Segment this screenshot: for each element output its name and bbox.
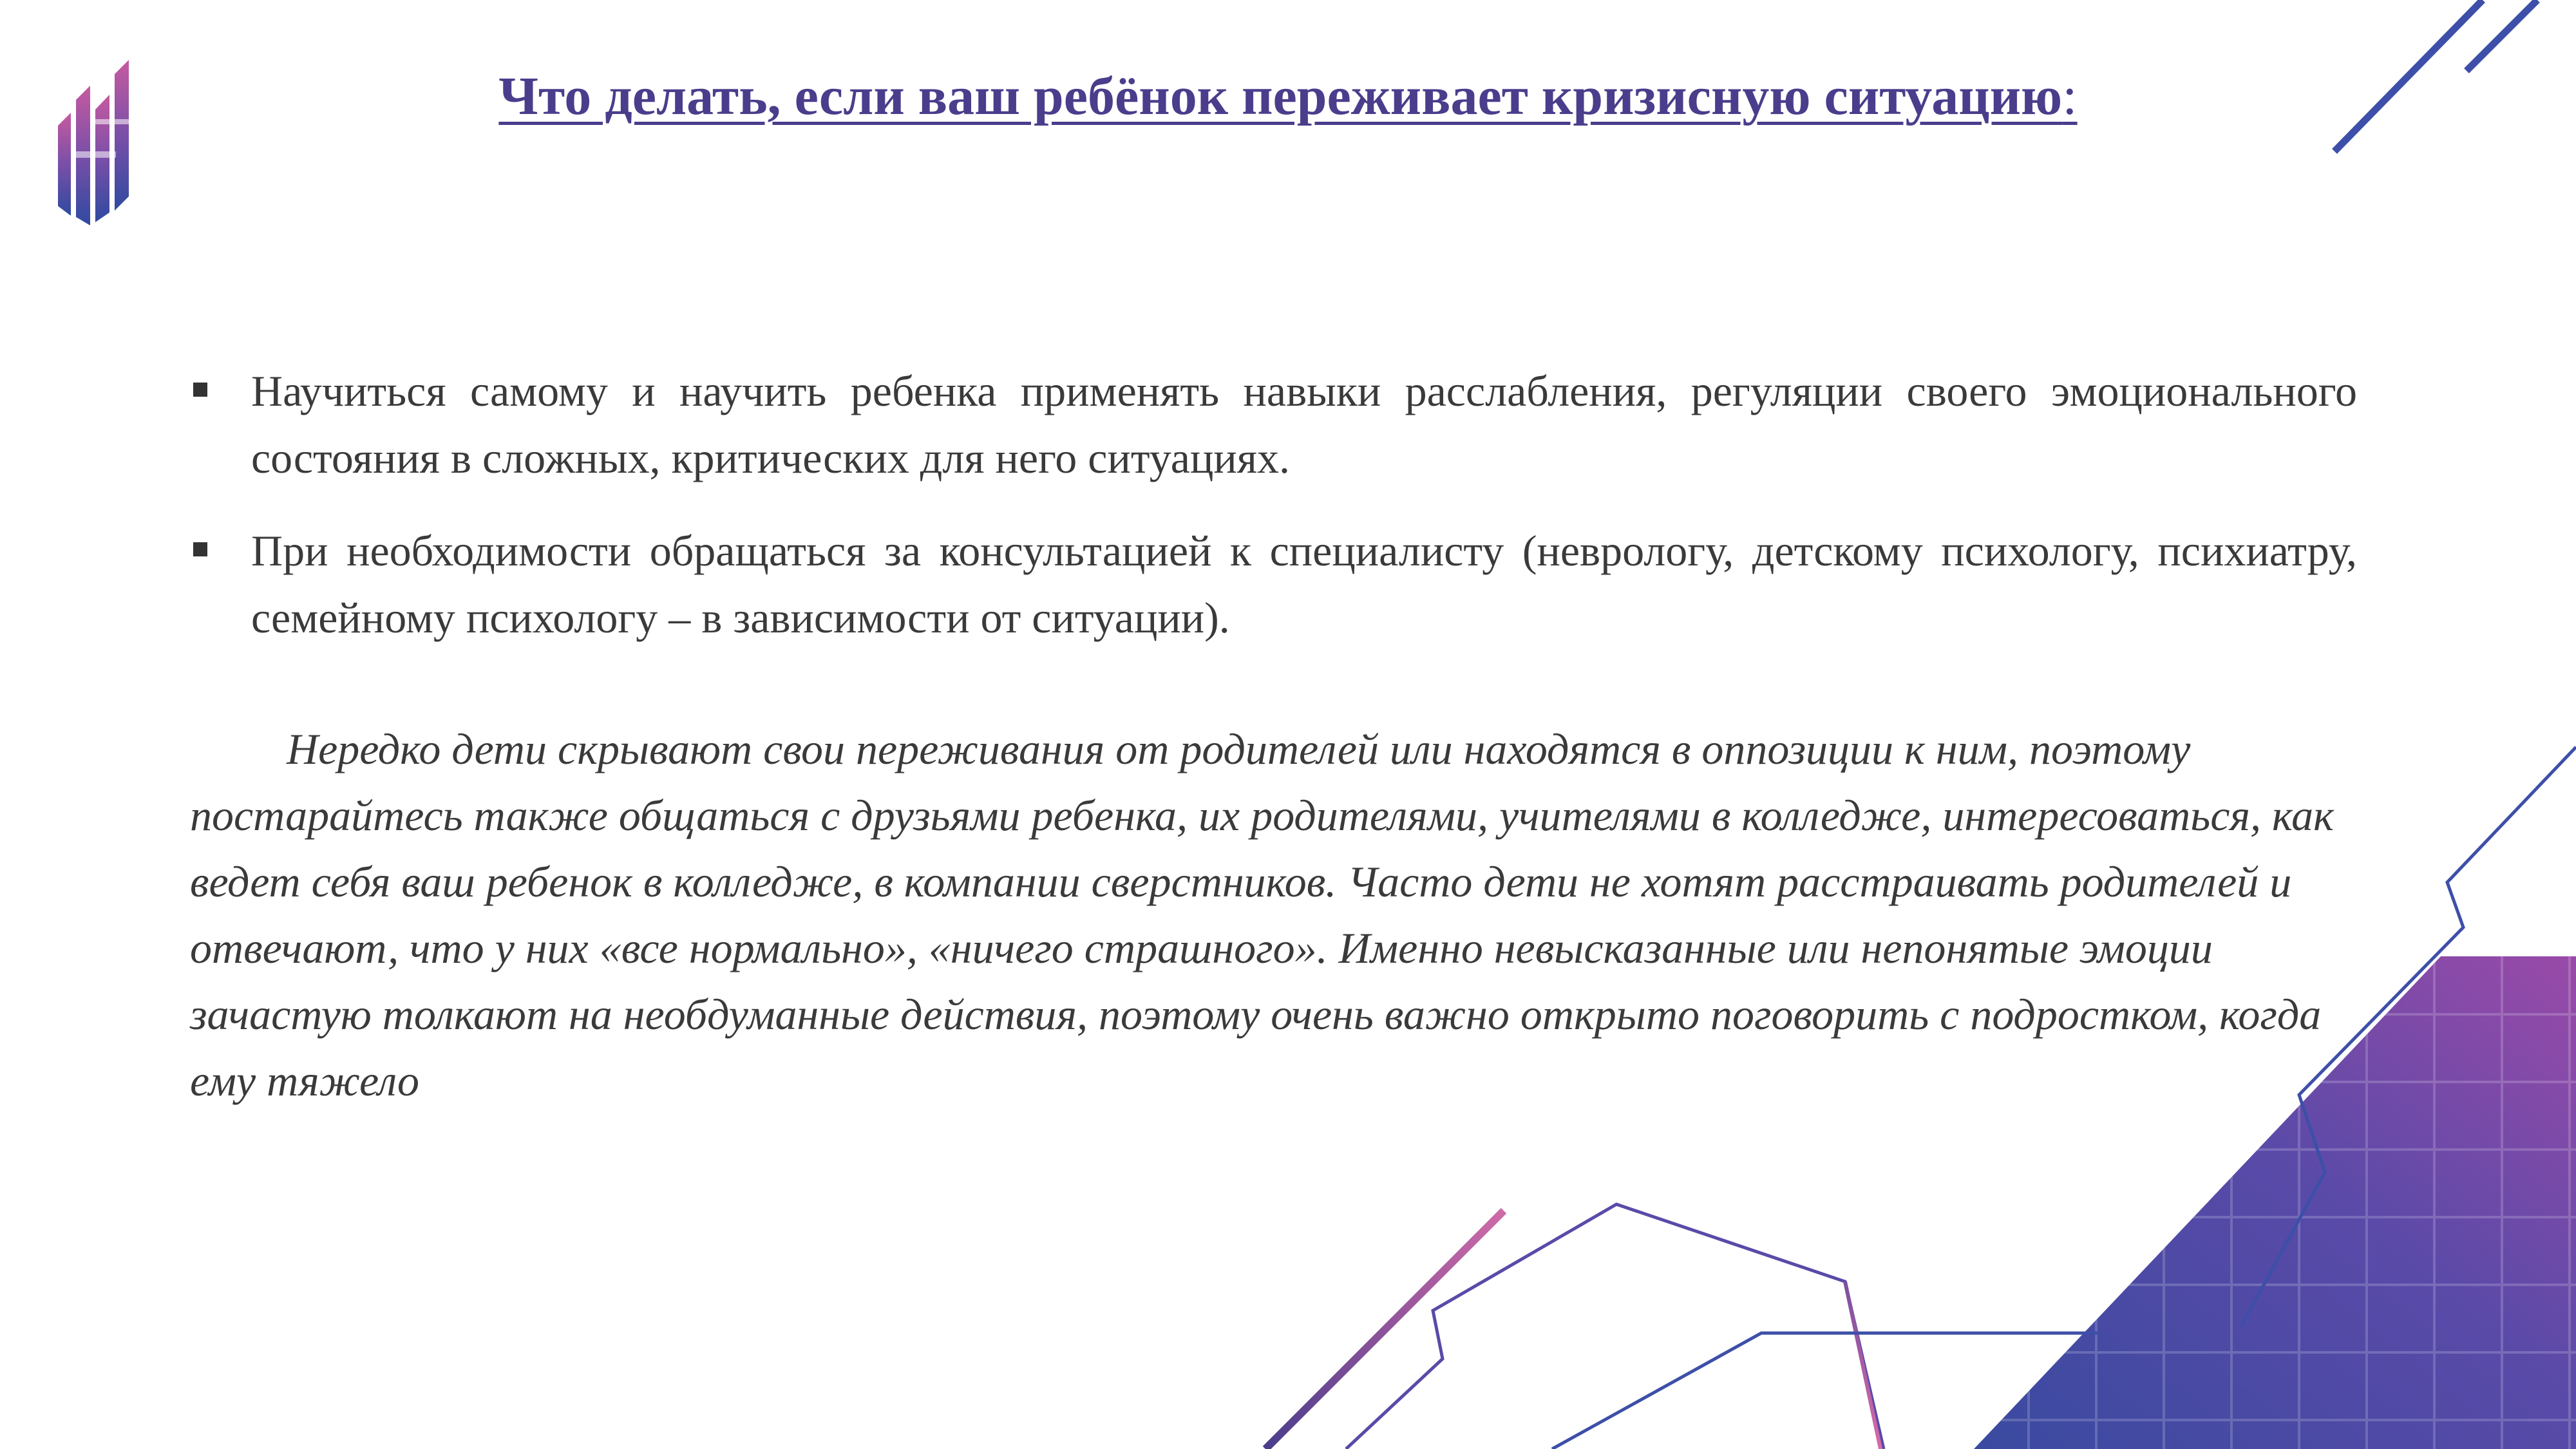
bottom-polyline	[1346, 1204, 1884, 1449]
square-bullet-icon	[193, 383, 207, 397]
list-item	[193, 357, 2357, 491]
page-title-text: Что делать, если ваш ребёнок переживает кризисную ситуацию	[498, 66, 2063, 126]
list-item	[193, 517, 2357, 651]
list-item-text: При необходимости обращаться за консультацией к специалисту (неврологу, детскому психологу, психиатру, семейному психологу – в зависимости от ситуации).	[251, 526, 2357, 642]
list-item-text: Научиться самому и научить ребенка применять навыки расслабления, регуляции своего эмоционального состояния в сложных, критических для него ситуациях.	[251, 366, 2357, 482]
bullet-list	[193, 357, 2357, 677]
page-title	[0, 64, 2576, 129]
square-bullet-icon	[193, 542, 207, 556]
advice-paragraph: Нередко дети скрывают свои переживания от родителей или находятся в оппозиции к ним, поэтому постарайтесь также общаться с друзьями ребенка, их родителями, учителями в колледже, интересоваться, как ведет себя ваш ребенок в колледже, в компании сверстников. Часто дети не хотят расстраивать родителей и отвечают, что у них «все нормально», «ничего страшного». Именно невысказанные или непонятые эмоции зачастую толкают на необдуманные действия, поэтому очень важно открыто поговорить с подростком, когда ему тяжело	[190, 724, 2334, 1105]
page-title-colon: :	[2062, 66, 2078, 126]
bottom-pink-segment	[1845, 1282, 1880, 1449]
